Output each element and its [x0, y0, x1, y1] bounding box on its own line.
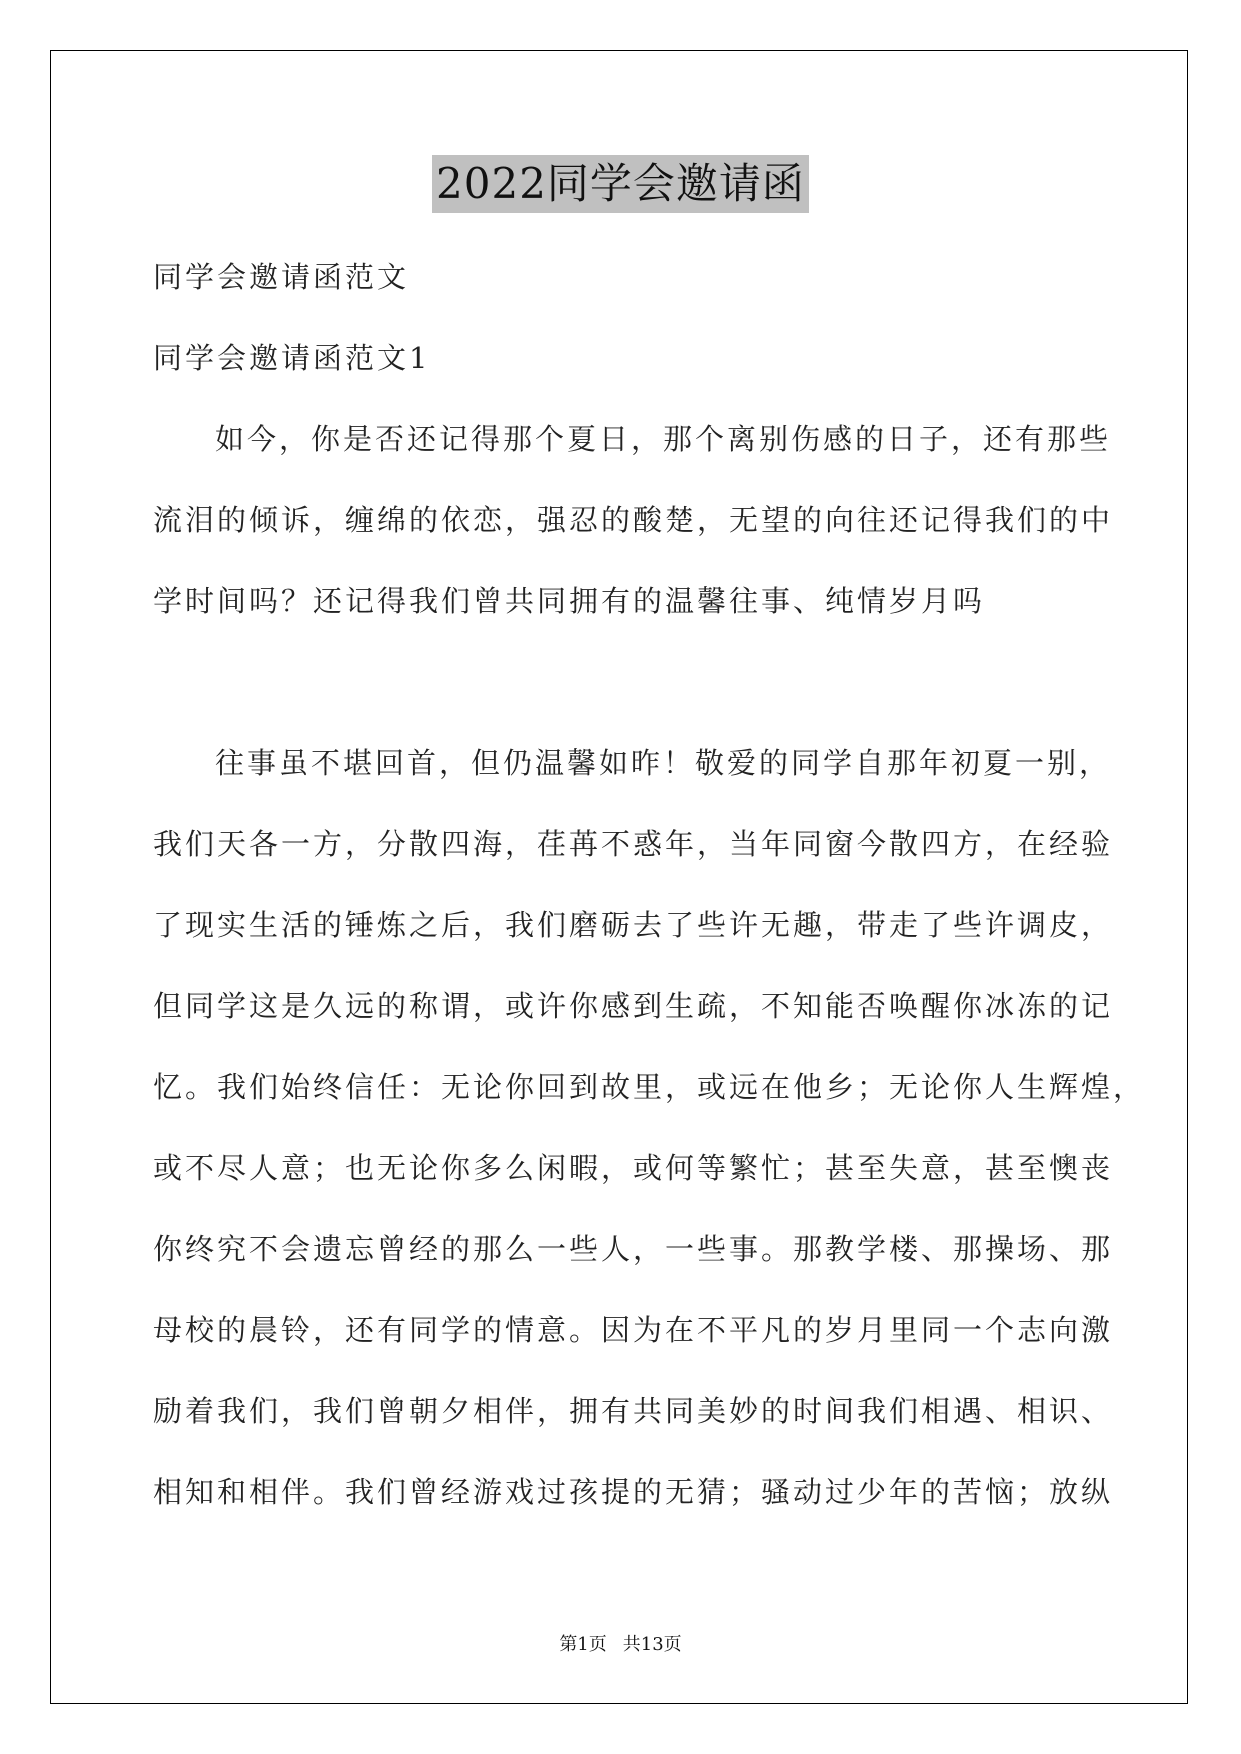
- title-container: [0, 155, 1241, 213]
- paragraph-line: 学时间吗？还记得我们曾共同拥有的温馨往事、纯情岁月吗: [153, 584, 986, 618]
- paragraph-line: 往事虽不堪回首，但仍温馨如昨！敬爱的同学自那年初夏一别，: [215, 746, 1112, 780]
- paragraph-line: 你终究不会遗忘曾经的那么一些人，一些事。那教学楼、那操场、那: [153, 1232, 1114, 1266]
- paragraph-spacer: [153, 642, 1098, 723]
- paragraph-line: 忆。我们始终信任：无论你回到故里，或远在他乡；无论你人生辉煌，: [153, 1070, 1146, 1104]
- page-footer: [0, 1630, 1241, 1656]
- document-title: 2022同学会邀请函: [432, 155, 809, 213]
- page-number: 第1页: [559, 1634, 607, 1655]
- paragraph-line: 了现实生活的锤炼之后，我们磨砺去了些许无趣，带走了些许调皮，: [153, 908, 1114, 942]
- paragraph-line: 但同学这是久远的称谓，或许你感到生疏，不知能否唤醒你冰冻的记: [153, 989, 1114, 1023]
- document-body: [153, 237, 1146, 1533]
- paragraph-line: 母校的晨铃，还有同学的情意。因为在不平凡的岁月里同一个志向激: [153, 1313, 1114, 1347]
- section-heading: 同学会邀请函范文1: [153, 341, 431, 375]
- paragraph-line: 或不尽人意；也无论你多么闲暇，或何等繁忙；甚至失意，甚至懊丧: [153, 1151, 1114, 1185]
- page-total: 共13页: [622, 1634, 682, 1655]
- paragraph-line: 流泪的倾诉，缠绵的依恋，强忍的酸楚，无望的向往还记得我们的中: [153, 503, 1114, 537]
- paragraph-line: 相知和相伴。我们曾经游戏过孩提的无猜；骚动过少年的苦恼；放纵: [153, 1475, 1114, 1509]
- paragraph-line: 如今，你是否还记得那个夏日，那个离别伤感的日子，还有那些: [215, 422, 1112, 456]
- subtitle: 同学会邀请函范文: [153, 260, 410, 294]
- paragraph-line: 我们天各一方，分散四海，荏苒不惑年，当年同窗今散四方，在经验: [153, 827, 1114, 861]
- paragraph-line: 励着我们，我们曾朝夕相伴，拥有共同美妙的时间我们相遇、相识、: [153, 1394, 1114, 1428]
